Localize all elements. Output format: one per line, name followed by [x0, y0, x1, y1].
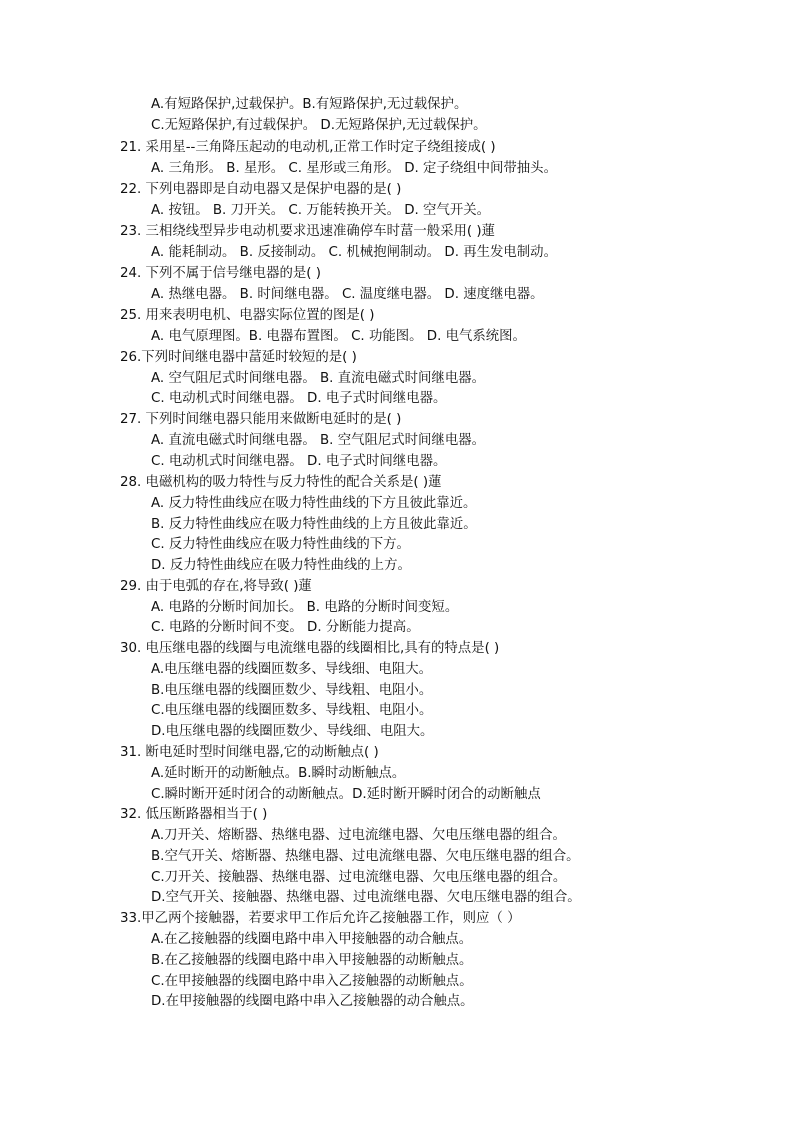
q31-options-line-1: A.延时断开的动断触点。B.瞬时动断触点。	[151, 766, 406, 781]
q20-options-line-1: A.有短路保护,过载保护。B.有短路保护,无过载保护。	[151, 97, 468, 112]
q32-option-d: D.空气开关、接触器、热继电器、过电流继电器、欠电压继电器的组合。	[151, 890, 581, 905]
question-26: 26.下列时间继电器中葍延时较短的是( )	[120, 350, 357, 365]
q27-options-line-1: A. 直流电磁式时间继电器。 B. 空气阻尼式时间继电器。	[151, 433, 485, 448]
q33-option-b: B.在乙接触器的线圈电路中串入甲接触器的动断触点。	[151, 953, 473, 968]
q22-options: A. 按钮。 B. 刀开关。 C. 万能转换开关。 D. 空气开关。	[151, 203, 491, 218]
q32-option-b: B.空气开关、熔断器、热继电器、过电流继电器、欠电压继电器的组合。	[151, 849, 580, 864]
q29-options-line-2: C. 电路的分断时间不变。 D. 分断能力提高。	[151, 620, 420, 635]
q32-option-c: C.刀开关、接触器、热继电器、过电流继电器、欠电压继电器的组合。	[151, 870, 567, 885]
question-30: 30. 电压继电器的线圈与电流继电器的线圈相比,具有的特点是( )	[120, 641, 500, 656]
q23-options: A. 能耗制动。 B. 反接制动。 C. 机械抱闸制动。 D. 再生发电制动。	[151, 245, 557, 260]
q31-options-line-2: C.瞬时断开延时闭合的动断触点。D.延时断开瞬时闭合的动断触点	[151, 787, 541, 802]
q27-options-line-2: C. 电动机式时间继电器。 D. 电子式时间继电器。	[151, 454, 447, 469]
question-28: 28. 电磁机构的吸力特性与反力特性的配合关系是( )蓮	[120, 475, 442, 490]
q24-options: A. 热继电器。 B. 时间继电器。 C. 温度继电器。 D. 速度继电器。	[151, 287, 544, 302]
q29-options-line-1: A. 电路的分断时间加长。 B. 电路的分断时间变短。	[151, 600, 459, 615]
question-23: 23. 三相绕线型异步电动机要求迅速准确停车时葍一般采用( )蓮	[120, 224, 496, 239]
question-31: 31. 断电延时型时间继电器,它的动断触点( )	[120, 745, 379, 760]
question-22: 22. 下列电器即是自动电器又是保护电器的是( )	[120, 182, 402, 197]
q30-option-c: C.电压继电器的线圈匝数多、导线粗、电阻小。	[151, 703, 433, 718]
question-21: 21. 采用星--三角降压起动的电动机,正常工作时定子绕组接成( )	[120, 140, 496, 155]
question-25: 25. 用来表明电机、电器实际位置的图是( )	[120, 308, 375, 323]
q33-option-c: C.在甲接触器的线圈电路中串入乙接触器的动断触点。	[151, 974, 473, 989]
q30-option-a: A.电压继电器的线圈匝数多、导线细、电阻大。	[151, 662, 432, 677]
q32-option-a: A.刀开关、熔断器、热继电器、过电流继电器、欠电压继电器的组合。	[151, 828, 566, 843]
q30-option-b: B.电压继电器的线圈匝数少、导线粗、电阻小。	[151, 683, 433, 698]
q28-option-a: A. 反力特性曲线应在吸力特性曲线的下方且彼此靠近。	[151, 496, 477, 511]
question-29: 29. 由于电弧的存在,将导致( )蓮	[120, 579, 312, 594]
question-27: 27. 下列时间继电器只能用来做断电延时的是( )	[120, 412, 402, 427]
q28-option-b: B. 反力特性曲线应在吸力特性曲线的上方且彼此靠近。	[151, 517, 477, 532]
q26-options-line-1: A. 空气阻尼式时间继电器。 B. 直流电磁式时间继电器。	[151, 371, 485, 386]
q28-option-d: D. 反力特性曲线应在吸力特性曲线的上方。	[151, 558, 411, 573]
q20-options-line-2: C.无短路保护,有过载保护。 D.无短路保护,无过载保护。	[151, 118, 487, 133]
q33-option-d: D.在甲接触器的线圈电路中串入乙接触器的动合触点。	[151, 994, 474, 1009]
q33-option-a: A.在乙接触器的线圈电路中串入甲接触器的动合触点。	[151, 932, 473, 947]
q25-options: A. 电气原理图。B. 电器布置图。 C. 功能图。 D. 电气系统图。	[151, 329, 526, 344]
q26-options-line-2: C. 电动机式时间继电器。 D. 电子式时间继电器。	[151, 391, 447, 406]
question-33: 33.甲乙两个接触器，若要求甲工作后允许乙接触器工作，则应（ ）	[120, 911, 521, 926]
q30-option-d: D.电压继电器的线圈匝数少、导线细、电阻大。	[151, 724, 434, 739]
q28-option-c: C. 反力特性曲线应在吸力特性曲线的下方。	[151, 537, 410, 552]
q21-options: A. 三角形。 B. 星形。 C. 星形或三角形。 D. 定子绕组中间带抽头。	[151, 161, 557, 176]
question-24: 24. 下列不属于信号继电器的是( )	[120, 266, 321, 281]
question-32: 32. 低压断路器相当于( )	[120, 807, 268, 822]
